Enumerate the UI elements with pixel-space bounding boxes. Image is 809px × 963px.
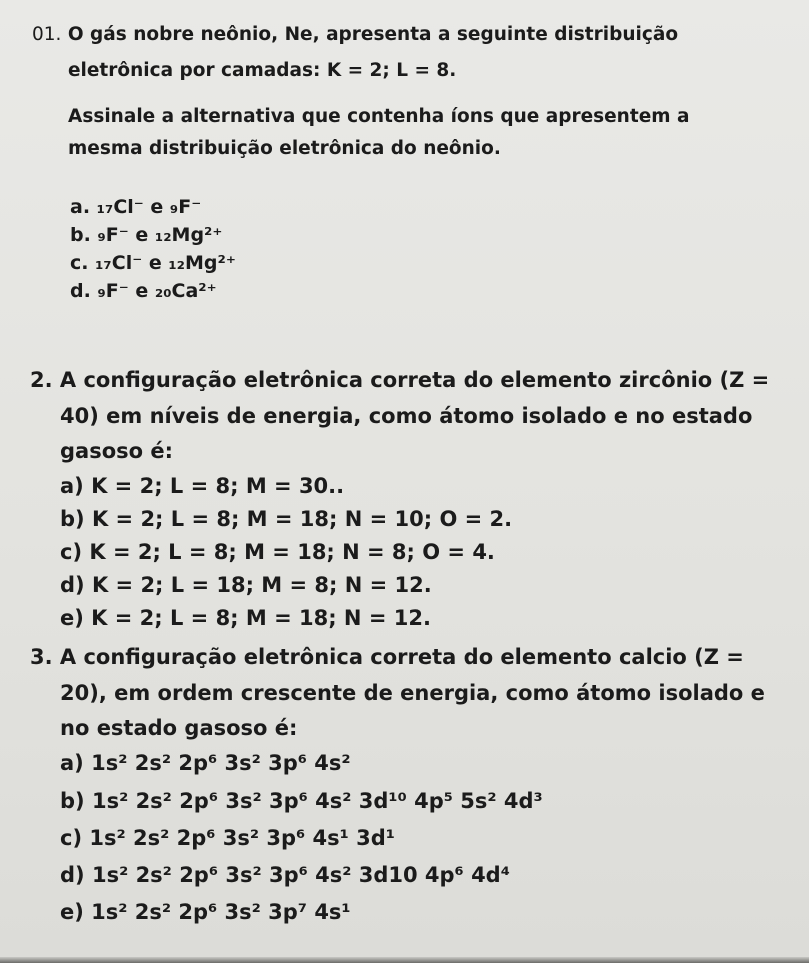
q3-option-e[interactable] <box>60 900 351 924</box>
q3-option-b[interactable] <box>60 789 543 813</box>
q2-option-e[interactable] <box>60 606 431 630</box>
q2-option-a-letter: a) <box>60 474 84 498</box>
q2-option-a[interactable] <box>60 474 344 498</box>
q2-option-e-content: K = 2; L = 8; M = 18; N = 12. <box>91 606 431 630</box>
q3-option-c-content: 1s² 2s² 2p⁶ 3s² 3p⁶ 4s¹ 3d¹ <box>89 826 395 850</box>
q2-option-c-content: K = 2; L = 8; M = 18; N = 8; O = 4. <box>89 540 495 564</box>
q3-option-c-letter: c) <box>60 826 83 850</box>
q3-option-b-letter: b) <box>60 789 85 813</box>
q3-option-a[interactable] <box>60 751 351 775</box>
q2-option-d-letter: d) <box>60 573 85 597</box>
q3-option-a-content: 1s² 2s² 2p⁶ 3s² 3p⁶ 4s² <box>91 751 351 775</box>
q1-option-b[interactable] <box>70 224 222 246</box>
q3-option-d-letter: d) <box>60 863 85 887</box>
q1-option-b-letter: b. <box>70 224 91 246</box>
q3-option-d-content: 1s² 2s² 2p⁶ 3s² 3p⁶ 4s² 3d10 4p⁶ 4d⁴ <box>91 863 510 887</box>
q3-line-3: no estado gasoso é: <box>60 716 298 740</box>
q1-option-a[interactable] <box>70 196 201 218</box>
q1-text-1: O gás nobre neônio, Ne, apresenta a seguinte distribuição <box>67 24 679 45</box>
q3-option-c[interactable] <box>60 826 395 850</box>
q2-option-e-letter: e) <box>60 606 84 630</box>
q1-number: 01. <box>32 24 62 45</box>
q3-option-e-letter: e) <box>60 900 84 924</box>
q2-option-b[interactable] <box>60 507 512 531</box>
q2-line-1: 2. A configuração eletrônica correta do elemento zircônio (Z = <box>30 368 770 392</box>
q1-option-a-content: ₁₇Cl⁻ e ₉F⁻ <box>96 196 202 218</box>
q2-option-d-content: K = 2; L = 18; M = 8; N = 12. <box>91 573 432 597</box>
q2-option-c-letter: c) <box>60 540 83 564</box>
q3-option-d[interactable] <box>60 863 510 887</box>
q1-line-2: eletrônica por camadas: K = 2; L = 8. <box>68 60 457 81</box>
q1-line-1 <box>32 24 678 45</box>
q1-line-3: Assinale a alternativa que contenha íons que apresentem a <box>68 106 690 127</box>
q2-line-2: 40) em níveis de energia, como átomo isolado e no estado <box>60 404 753 428</box>
q2-line-3: gasoso é: <box>60 439 174 463</box>
q3-option-e-content: 1s² 2s² 2p⁶ 3s² 3p⁷ 4s¹ <box>91 900 351 924</box>
q1-line-4: mesma distribuição eletrônica do neônio. <box>68 138 501 159</box>
q1-option-c-letter: c. <box>70 252 89 274</box>
q2-option-a-content: K = 2; L = 8; M = 30.. <box>91 474 345 498</box>
q3-line-1: 3. A configuração eletrônica correta do elemento calcio (Z = <box>30 645 744 669</box>
q2-option-b-letter: b) <box>60 507 85 531</box>
q1-option-d-letter: d. <box>70 280 91 302</box>
q1-option-d-content: ₉F⁻ e ₂₀Ca²⁺ <box>97 280 217 302</box>
q2-option-d[interactable] <box>60 573 432 597</box>
q2-option-b-content: K = 2; L = 8; M = 18; N = 10; O = 2. <box>91 507 513 531</box>
q1-option-a-letter: a. <box>70 196 91 218</box>
q2-option-c[interactable] <box>60 540 495 564</box>
q1-option-c-content: ₁₇Cl⁻ e ₁₂Mg²⁺ <box>95 252 236 274</box>
page-bottom-edge <box>0 957 809 963</box>
q3-option-a-letter: a) <box>60 751 84 775</box>
q3-line-2: 20), em ordem crescente de energia, como átomo isolado e <box>60 681 765 705</box>
q1-option-d[interactable] <box>70 280 217 302</box>
q1-option-b-content: ₉F⁻ e ₁₂Mg²⁺ <box>97 224 223 246</box>
q3-option-b-content: 1s² 2s² 2p⁶ 3s² 3p⁶ 4s² 3d¹⁰ 4p⁵ 5s² 4d³ <box>91 789 543 813</box>
q1-option-c[interactable] <box>70 252 236 274</box>
